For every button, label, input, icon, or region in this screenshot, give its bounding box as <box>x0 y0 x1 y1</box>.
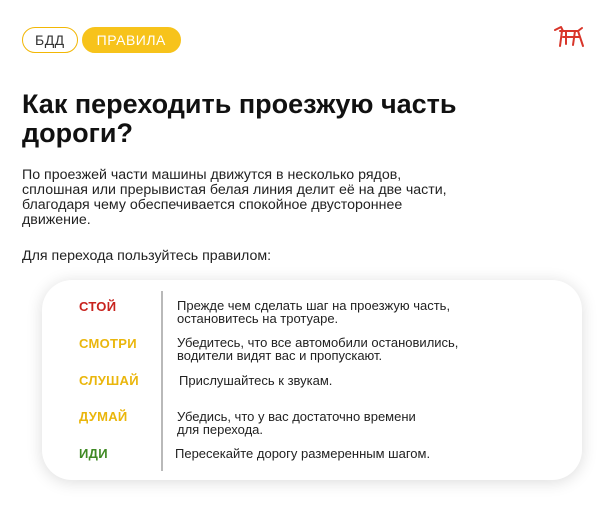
rule-description-think <box>177 410 577 436</box>
rule-description-go <box>175 447 575 460</box>
rule-intro-text: Для перехода пользуйтесь правилом: <box>22 248 272 264</box>
intro-paragraph <box>22 168 602 228</box>
page-title <box>22 90 602 148</box>
rule-description-line: Убедись, что у вас достаточно времени <box>177 409 416 424</box>
rules-divider <box>161 291 163 471</box>
rule-description-look <box>177 336 577 362</box>
rule-description-line: водители видят вас и пропускают. <box>177 348 383 363</box>
rule-description-stop <box>177 299 577 325</box>
rule-keyword-stop: СТОЙ <box>79 299 117 314</box>
tag-bdd[interactable]: БДД <box>22 27 78 53</box>
tag-group <box>22 27 181 53</box>
rule-keyword-look: СМОТРИ <box>79 336 137 351</box>
rule-keyword-think: ДУМАЙ <box>79 409 128 424</box>
intro-line: движение. <box>22 212 91 228</box>
rule-description-line: Убедитесь, что все автомобили остановились, <box>177 335 459 350</box>
rule-description-line: Пересекайте дорогу размеренным шагом. <box>175 446 431 461</box>
rule-description-line: остановитесь на тротуаре. <box>177 311 339 326</box>
title-line: дороги? <box>22 118 133 148</box>
tag-rules[interactable]: ПРАВИЛА <box>82 27 181 53</box>
red-horse-logo-icon <box>552 24 586 50</box>
rule-description-line: Прислушайтесь к звукам. <box>179 373 333 388</box>
intro-line: По проезжей части машины движутся в несколько рядов, <box>22 167 402 183</box>
rule-keyword-go: ИДИ <box>79 446 108 461</box>
rule-description-line: Прежде чем сделать шаг на проезжую часть, <box>177 298 451 313</box>
rule-keyword-listen: СЛУШАЙ <box>79 373 139 388</box>
intro-line: благодаря чему обеспечивается спокойное двустороннее <box>22 197 403 213</box>
rule-description-line: для перехода. <box>177 422 263 437</box>
title-line: Как переходить проезжую часть <box>22 89 457 119</box>
intro-line: сплошная или прерывистая белая линия делит её на две части, <box>22 182 447 198</box>
rule-description-listen <box>179 374 579 387</box>
